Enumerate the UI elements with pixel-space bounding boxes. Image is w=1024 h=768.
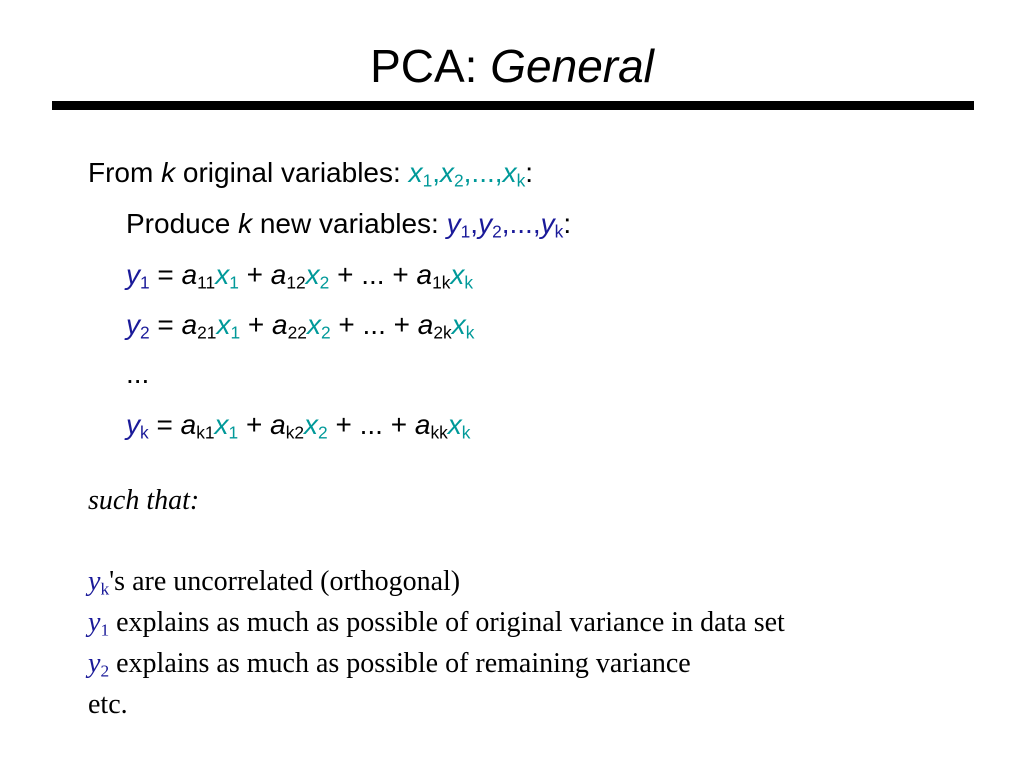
such-that-heading: such that: (88, 485, 200, 516)
y-variable-list: $y_1,y_2,...,y_k$ (446, 208, 564, 242)
k-symbol: k (238, 208, 253, 239)
k-symbol: k (161, 157, 176, 188)
ellipsis-line: ... (126, 358, 150, 389)
colon: : (525, 157, 534, 188)
original-variables-text: original variables: (175, 157, 409, 188)
from-text: From (88, 157, 162, 188)
original-variables-line (88, 156, 533, 190)
colon: : (563, 208, 572, 239)
etc-text: etc. (88, 689, 128, 720)
equation-y1: $y_1 = a_{11}x_1 + a_{12}x_2$ + ... + $a_{1k}x_k$ (126, 259, 474, 293)
title-rule (52, 101, 974, 110)
new-variables-text: new variables: (252, 208, 447, 239)
equation-yk: $y_k = a_{k1}x_1 + a_{k2}x_2$ + ... + $a_{kk}x_k$ (126, 409, 471, 443)
title-prefix: PCA: (370, 40, 491, 92)
slide-title (0, 36, 1024, 96)
property-y1-variance: $y_1$ explains as much as possible of original variance in data set (88, 607, 785, 640)
title-emphasis: General (490, 40, 654, 92)
equation-y2: $y_2 = a_{21}x_1 + a_{22}x_2$ + ... + $a_{2k}x_k$ (126, 309, 475, 343)
property-y2-variance: $y_2$ explains as much as possible of remaining variance (88, 648, 691, 681)
x-variable-list: $x_1,x_2,...,x_k$ (408, 157, 526, 191)
new-variables-line (126, 207, 571, 241)
property-uncorrelated: $y_k's$ are uncorrelated (orthogonal) (88, 566, 461, 599)
produce-text: Produce (126, 208, 239, 239)
